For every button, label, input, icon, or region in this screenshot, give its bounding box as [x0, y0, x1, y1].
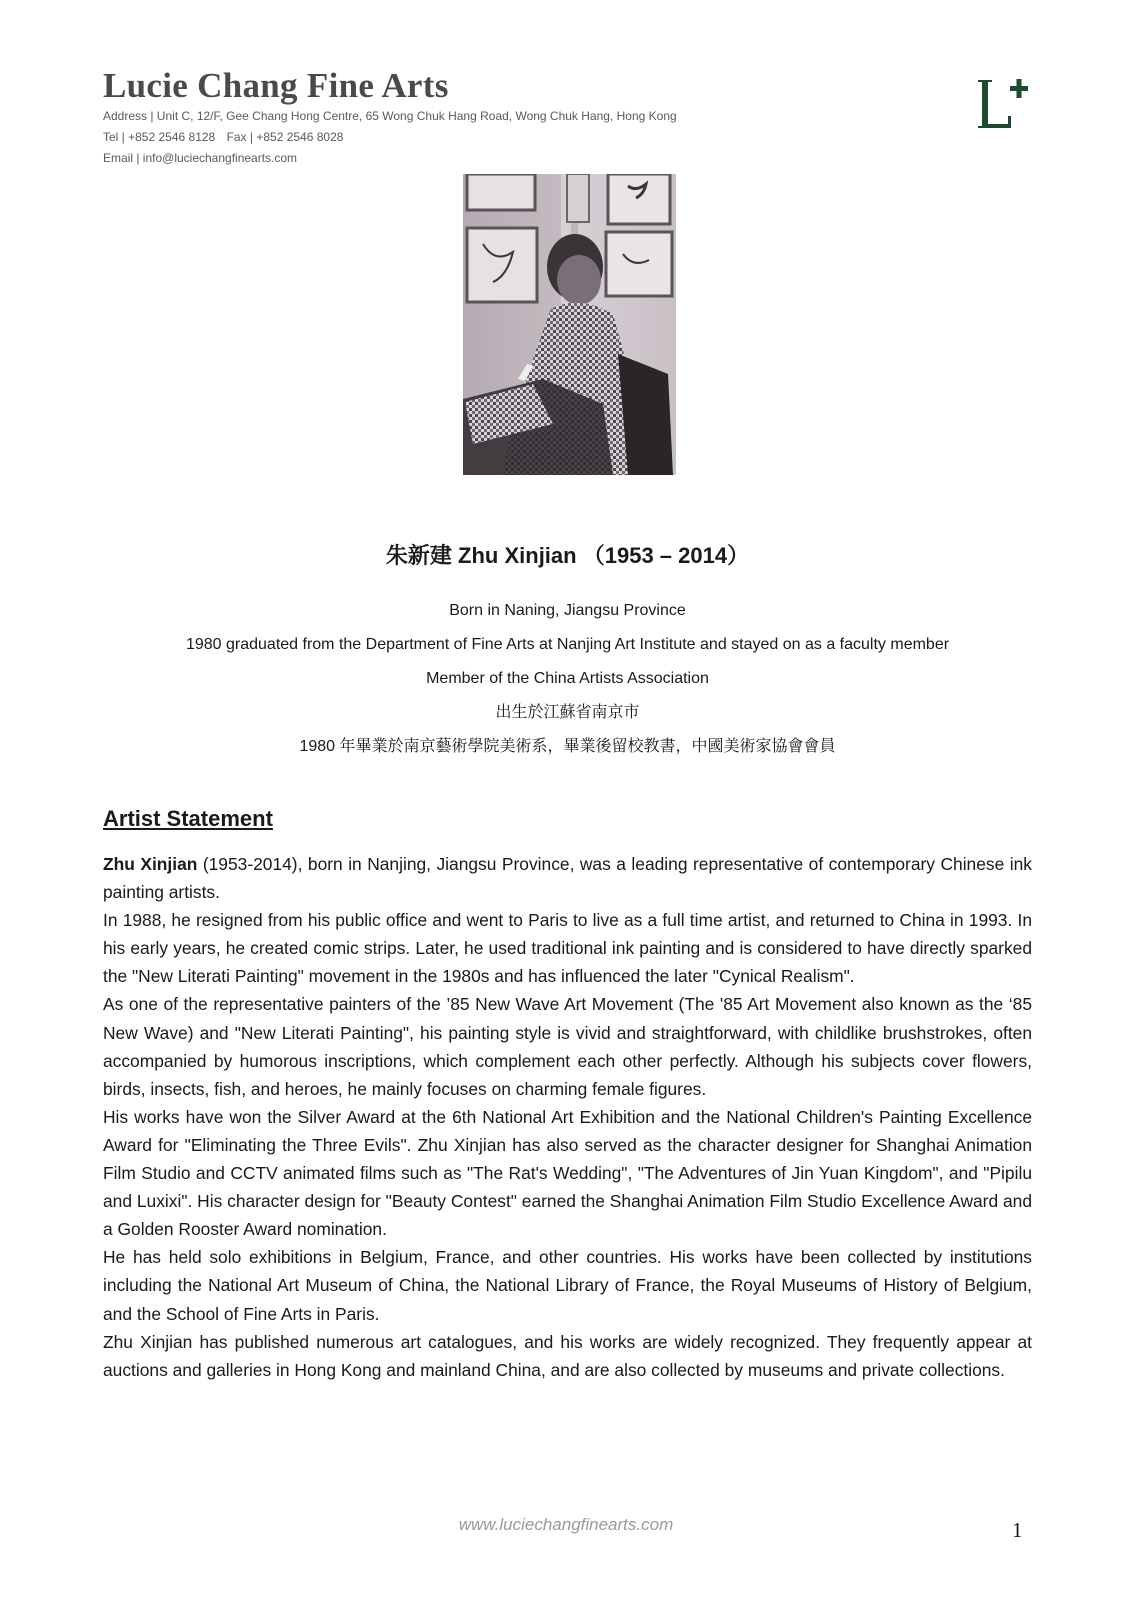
statement-paragraph: As one of the representative painters of the ’85 New Wave Art Movement (The '85 Art Movement also known as the ‘85 New Wave) and "New Literati Painting", his painting style is vivid and straightforward, with childlike brushstrokes, often accompanied by humorous inscriptions, which complement each other perfectly. Although his subjects cover flowers, birds, insects, fish, and heroes, he mainly focuses on charming female figures. [103, 994, 1032, 1099]
gallery-fax: Fax | +852 2546 8028 [226, 130, 344, 144]
artist-statement-heading: Artist Statement [103, 806, 273, 831]
statement-lead-name: Zhu Xinjian [103, 854, 198, 874]
statement-paragraph: Zhu Xinjian has published numerous art catalogues, and his works are widely recognized. They frequently appear at auctions and galleries in Hong Kong and mainland China, and are also collected by museums and private collections. [103, 1331, 1032, 1380]
bio-line: 出生於江蘇省南京市 [495, 704, 640, 721]
statement-paragraph: He has held solo exhibitions in Belgium, France, and other countries. His works have been collected by institutions including the National Art Museum of China, the National Library of France, the Royal Museums of History of Belgium, and the School of Fine Arts in Paris. [103, 1247, 1032, 1324]
bio-line: Member of the China Artists Association [426, 670, 709, 687]
artist-name-cn: 朱新建 [385, 543, 452, 568]
artist-portrait-photo [463, 174, 676, 475]
letterhead [103, 66, 1043, 169]
artist-statement-body [103, 850, 1032, 1384]
artist-title [103, 536, 1032, 576]
statement-paragraph [103, 850, 1032, 906]
gallery-phone-fax [103, 127, 1043, 148]
gallery-name: Lucie Chang Fine Arts [103, 66, 449, 105]
statement-paragraph: In 1988, he resigned from his public office and went to Paris to live as a full time artist, and returned to China in 1993. In his early years, he created comic strips. Later, he used traditional ink painting and is considered to have directly sparked the "New Literati Painting" movement in the 1980s and has influenced the later "Cynical Realism". [103, 910, 1032, 987]
gallery-address: Address | Unit C, 12/F, Gee Chang Hong Centre, 65 Wong Chuk Hang Road, Wong Chuk Hang, Hong Kong [103, 109, 677, 123]
bio-line: 1980 graduated from the Department of Fine Arts at Nanjing Art Institute and stayed on as a faculty member [185, 636, 950, 653]
artist-bio [103, 536, 1032, 764]
artist-name-en: Zhu Xinjian [458, 543, 577, 568]
page-number: 1 [1012, 1518, 1023, 1542]
bio-line: 1980 年畢業於南京藝術學院美術系，畢業後留校教書，中國美術家協會會員 [299, 738, 836, 755]
gallery-email: Email | info@luciechangfinearts.com [103, 151, 298, 165]
statement-paragraph-text: (1953-2014), born in Nanjing, Jiangsu Province, was a leading representative of contemporary Chinese ink painting artists. [103, 854, 1032, 903]
gallery-tel: Tel | +852 2546 8128 [103, 130, 216, 144]
footer-website-link[interactable]: www.luciechangfinearts.com [458, 1515, 674, 1534]
bio-line: Born in Naning, Jiangsu Province [449, 602, 686, 619]
gallery-logo [974, 74, 1034, 134]
statement-paragraph: His works have won the Silver Award at the 6th National Art Exhibition and the National Children's Painting Excellence Award for "Eliminating the Three Evils". Zhu Xinjian has also served as the character designer for Shanghai Animation Film Studio and CCTV animated films such as "The Rat's Wedding", "The Adventures of Jin Yuan Kingdom", and "Pipilu and Luxixi". His character design for "Beauty Contest" earned the Shanghai Animation Film Studio Excellence Award and a Golden Rooster Award nomination. [103, 1106, 1032, 1240]
artist-years: （1953 – 2014） [582, 543, 750, 568]
